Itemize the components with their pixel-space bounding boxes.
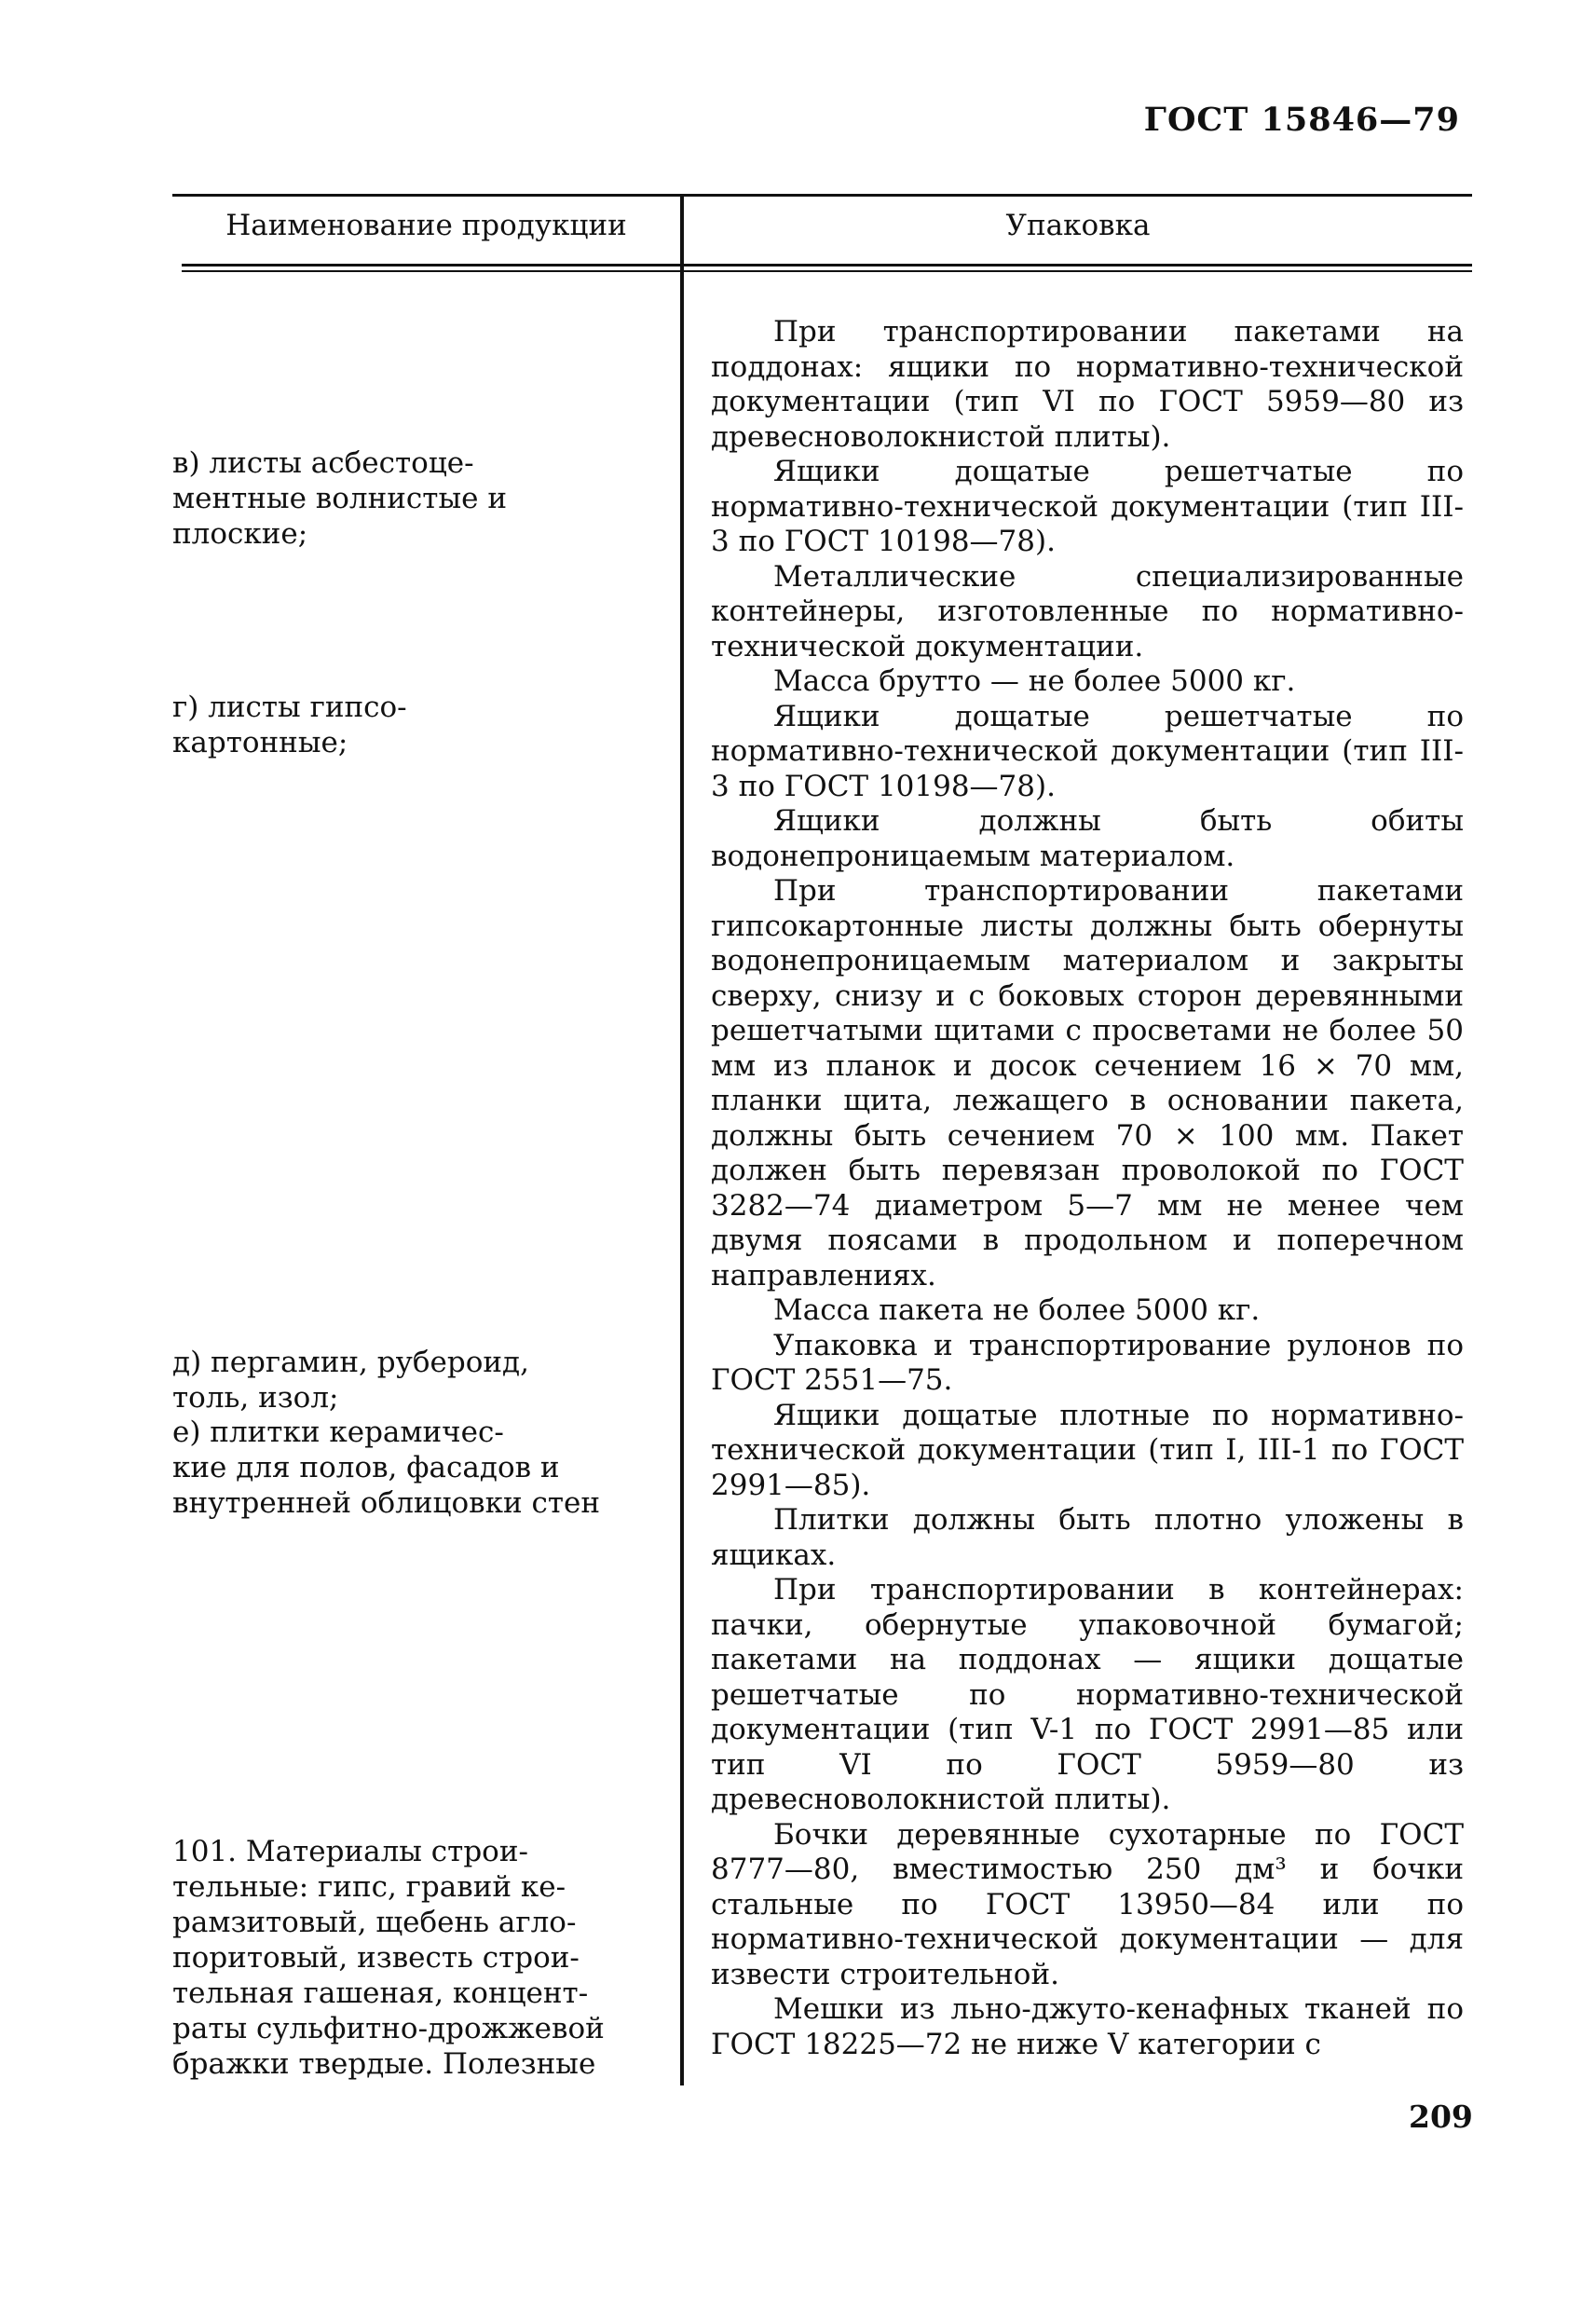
packaging-paragraph: Ящики дощатые решетчатые по нормативно-технической документации (тип III-3 по ГОСТ 10198—78).: [711, 699, 1464, 803]
header-rule-right: [684, 264, 1472, 267]
product-item-text: в) листы асбестоце- ментные волнистые и плоские;: [172, 446, 507, 551]
packaging-paragraph: При транспортировании пакетами на поддонах: ящики по нормативно-технической документации (тип VI по ГОСТ 5959—80 из древесноволокнистой плиты).: [711, 315, 1464, 454]
product-item-text: г) листы гипсо- картонные;: [172, 691, 407, 759]
packaging-paragraph: Металлические специализированные контейнеры, изготовленные по нормативно-технической документации.: [711, 559, 1464, 663]
packaging-paragraph: Упаковка и транспортирование рулонов по ГОСТ 2551—75.: [711, 1328, 1464, 1397]
header-rule-right-2: [684, 270, 1472, 272]
packaging-paragraph: Ящики дощатые плотные по нормативно-технической документации (тип I, III-1 по ГОСТ 2991—85).: [711, 1398, 1464, 1502]
column-divider: [680, 194, 684, 2085]
product-item-text: е) плитки керамичес- кие для полов, фасадов и внутренней облицовки стен: [172, 1415, 601, 1520]
product-item-text: 101. Материалы строи- тельные: гипс, гравий ке- рамзитовый, щебень агло- поритовый, известь строи- тельная гашеная, концент- раты сульфитно-дрожжевой бражки твердые. Полезные: [172, 1835, 605, 2081]
packaging-paragraph: При транспортировании пакетами гипсокартонные листы должны быть обернуты водонепроницаемым материалом и закрыты сверху, снизу и с боковых сторон деревянными решетчатыми щитами с просветами не более 50 мм из планок и досок сечением 16 × 70 мм, планки щита, лежащего в основании пакета, должны быть сечением 70 × 100 мм. Пакет должен быть перевязан проволокой по ГОСТ 3282—74 диаметром 5—7 мм не менее чем двумя поясами в продольном и поперечном направлениях.: [711, 874, 1464, 1292]
page-number: 209: [1409, 2099, 1473, 2135]
packaging-column: [711, 315, 1464, 2062]
product-item-asbestos: [172, 445, 643, 552]
product-item-tiles: [172, 1415, 643, 1521]
packaging-paragraph: Плитки должны быть плотно уложены в ящиках.: [711, 1503, 1464, 1572]
header-rule-left-2: [182, 270, 680, 272]
packaging-paragraph: Ящики дощатые решетчатые по нормативно-технической документации (тип III-3 по ГОСТ 10198—78).: [711, 455, 1464, 558]
product-item-gypsum-board: [172, 690, 643, 760]
header-rule-left: [182, 264, 680, 267]
product-item-building-materials: [172, 1834, 643, 2082]
packaging-paragraph: При транспортировании в контейнерах: пачки, обернутые упаковочной бумагой; пакетами на поддонах — ящики дощатые решетчатые по нормативно-технической документации (тип V-1 по ГОСТ 2991—85 или тип VI по ГОСТ 5959—80 из древесноволокнистой плиты).: [711, 1573, 1464, 1816]
column-header-packaging: Упаковка: [1005, 209, 1151, 242]
packaging-paragraph: Масса брутто — не более 5000 кг.: [773, 664, 1296, 698]
packaging-table: [172, 194, 1472, 2090]
packaging-paragraph: Мешки из льно-джуто-кенафных тканей по ГОСТ 18225—72 не ниже V категории с: [711, 1992, 1464, 2061]
packaging-paragraph: Масса пакета не более 5000 кг.: [773, 1293, 1261, 1327]
product-item-text: д) пергамин, рубероид, толь, изол;: [172, 1346, 529, 1415]
packaging-paragraph: Бочки деревянные сухотарные по ГОСТ 8777—80, вместимостью 250 дм³ и бочки стальные по ГОСТ 13950—84 или по нормативно-технической документации — для извести строительной.: [711, 1817, 1464, 1991]
product-item-roofing: [172, 1345, 643, 1415]
column-header-product: Наименование продукции: [225, 209, 627, 242]
document-header: ГОСТ 15846—79: [1143, 101, 1460, 139]
table-top-rule: [172, 194, 1472, 197]
packaging-paragraph: Ящики должны быть обиты водонепроницаемым материалом.: [711, 804, 1464, 873]
